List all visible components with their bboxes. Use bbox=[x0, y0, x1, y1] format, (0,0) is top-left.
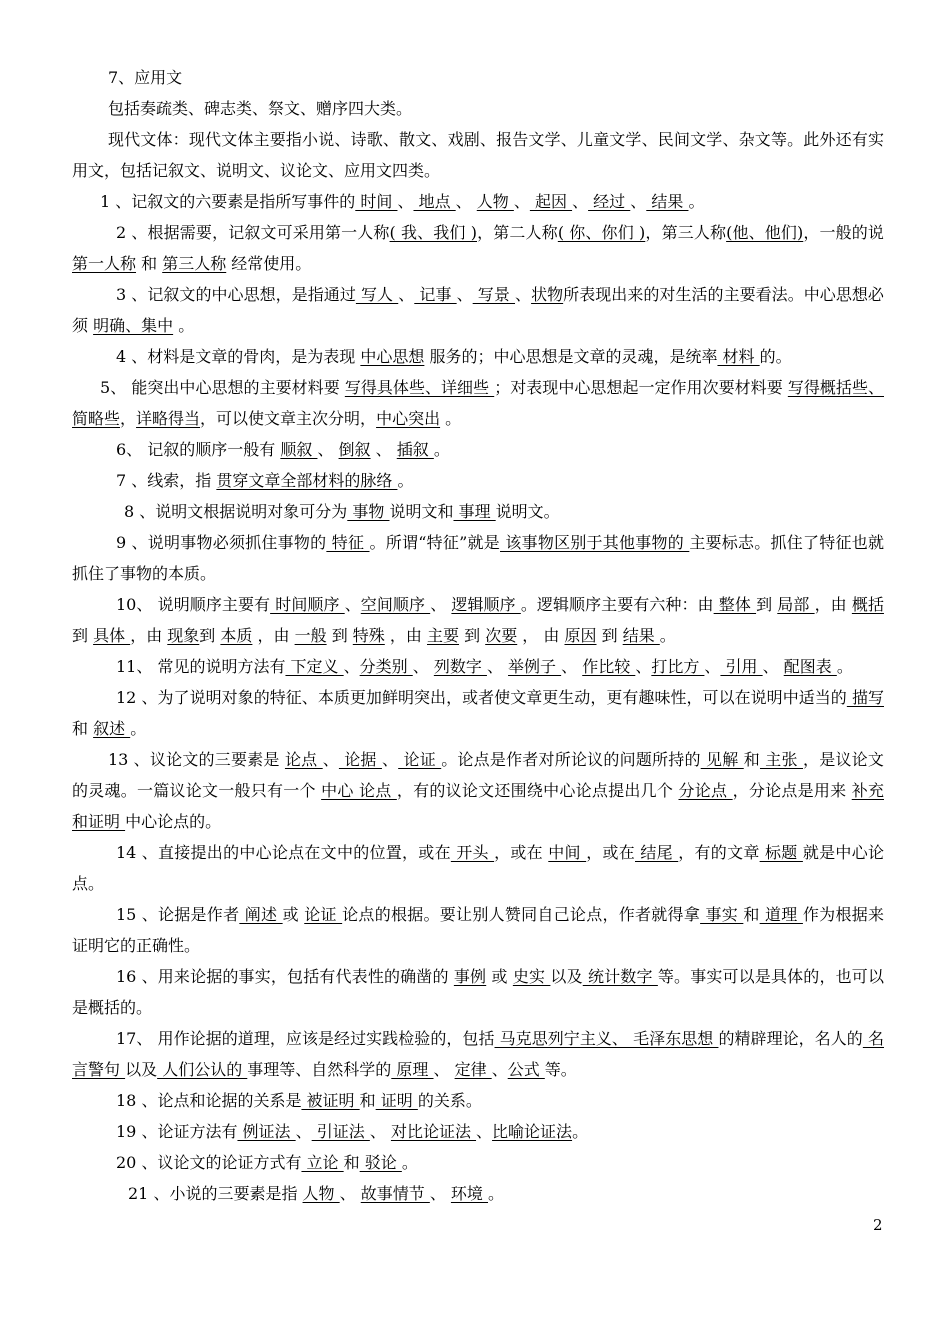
fill-in-answer: 结果 bbox=[622, 626, 660, 645]
text-run: 10、 说明顺序主要有 bbox=[116, 595, 271, 614]
text-run: 、 bbox=[295, 1122, 312, 1141]
text-run: 。逻辑顺序主要有六种：由 bbox=[520, 595, 714, 614]
text-run: 、 bbox=[572, 192, 589, 211]
text-run: 以及 bbox=[125, 1060, 158, 1079]
fill-in-answer: 写得具体些、详细些 bbox=[344, 378, 495, 397]
fill-in-answer: 分类别 bbox=[359, 657, 413, 676]
fill-in-answer: 主要 bbox=[427, 626, 460, 645]
fill-in-answer: 中间 bbox=[548, 843, 587, 862]
text-run: ， bbox=[120, 409, 137, 428]
text-run: 、 bbox=[513, 192, 530, 211]
text-run: 18 、论点和论据的关系是 bbox=[116, 1091, 302, 1110]
text-run: 就是中心论点。 bbox=[72, 843, 884, 893]
text-run: 9 、说明事物必须抓住事物的 bbox=[116, 533, 327, 552]
text-run: 1 、记叙文的六要素是指所写事件的 bbox=[100, 192, 356, 211]
paragraph bbox=[72, 341, 884, 372]
text-run: 、 bbox=[317, 440, 339, 459]
text-run: 6、 记叙的顺序一般有 bbox=[116, 440, 281, 459]
paragraph bbox=[72, 434, 884, 465]
fill-in-answer: 标题 bbox=[759, 843, 803, 862]
text-run: ，或在 bbox=[494, 843, 549, 862]
fill-in-answer: 名言警句 bbox=[72, 1029, 884, 1079]
text-run: 、 bbox=[635, 657, 652, 676]
text-run: 。 bbox=[688, 192, 705, 211]
text-run: 。 bbox=[433, 440, 450, 459]
text-run: ，由 bbox=[130, 626, 168, 645]
text-run: 的精辟理论，名人的 bbox=[718, 1029, 863, 1048]
text-run: 服务的；中心思想是文章的灵魂，是统率 bbox=[424, 347, 718, 366]
text-run: 14 、直接提出的中心论点在文中的位置，或在 bbox=[116, 843, 451, 862]
text-run: 17、 用作论据的道理，应该是经过实践检验的，包括 bbox=[116, 1029, 495, 1048]
text-run: 。 bbox=[836, 657, 853, 676]
text-run: 11、 常见的说明方法有 bbox=[116, 657, 286, 676]
paragraph bbox=[72, 1085, 884, 1116]
fill-in-answer: 人物 bbox=[476, 192, 514, 211]
text-run: 、 bbox=[370, 440, 397, 459]
paragraph bbox=[72, 186, 884, 217]
fill-in-answer: 倒叙 bbox=[338, 440, 371, 459]
fill-in-answer: 对比论证法 bbox=[390, 1122, 477, 1141]
fill-in-answer: 结果 bbox=[646, 192, 689, 211]
text-run: 到 bbox=[326, 626, 353, 645]
text-run: 。 bbox=[173, 316, 195, 335]
text-run: 、 bbox=[456, 285, 473, 304]
fill-in-answer: 该事物区别于其他事物的 bbox=[500, 533, 690, 552]
text-run: 和 bbox=[72, 719, 94, 738]
text-run: 。 bbox=[488, 1184, 505, 1203]
fill-in-answer: 明确、集中 bbox=[93, 316, 174, 335]
text-run: 、 bbox=[515, 285, 532, 304]
fill-in-answer: 写得概括些、简略些 bbox=[72, 378, 884, 428]
text-run: 和 bbox=[743, 905, 760, 924]
fill-in-answer: 公式 bbox=[507, 1060, 545, 1079]
text-run: 等。事实可以是具体的，也可以是概括的。 bbox=[72, 967, 884, 1017]
fill-in-answer: 局部 bbox=[777, 595, 815, 614]
text-run: ，由 bbox=[384, 626, 427, 645]
text-run: 主要标志。抓住了特征也就抓住了事物的本质。 bbox=[72, 533, 884, 583]
text-run: 到 bbox=[596, 626, 623, 645]
fill-in-answer: 原理 bbox=[391, 1060, 434, 1079]
fill-in-answer: 叙述 bbox=[93, 719, 131, 738]
text-run: 16 、用来论据的事实，包括有代表性的确凿的 bbox=[116, 967, 454, 986]
text-run: 作为根据来证明它的正确性。 bbox=[72, 905, 884, 955]
fill-in-answer: 事实 bbox=[700, 905, 744, 924]
fill-in-answer: ( 你、你们 ) bbox=[557, 223, 646, 242]
fill-in-answer: 顺叙 bbox=[280, 440, 318, 459]
fill-in-answer: 人物 bbox=[302, 1184, 340, 1203]
fill-in-answer: 原因 bbox=[564, 626, 597, 645]
text-run: ，可以使文章主次分明， bbox=[200, 409, 377, 428]
text-run: 。所谓“特征”就是 bbox=[369, 533, 501, 552]
paragraph bbox=[72, 62, 884, 93]
fill-in-answer: 事物 bbox=[347, 502, 390, 521]
fill-in-answer: 马克思列宁主义、 毛泽东思想 bbox=[494, 1029, 719, 1048]
text-run: 和 bbox=[359, 1091, 376, 1110]
fill-in-answer: 特征 bbox=[326, 533, 370, 552]
text-run: 到 bbox=[199, 626, 221, 645]
fill-in-answer: 整体 bbox=[713, 595, 757, 614]
text-run: 、 bbox=[343, 657, 360, 676]
text-run: 。 bbox=[440, 409, 462, 428]
fill-in-answer: 配图表 bbox=[783, 657, 837, 676]
fill-in-answer: 写景 bbox=[472, 285, 516, 304]
fill-in-answer: 见解 bbox=[700, 750, 744, 769]
text-run: 中心论点的。 bbox=[125, 812, 222, 831]
fill-in-answer: 分论点 bbox=[678, 781, 733, 800]
text-run: 到 bbox=[756, 595, 778, 614]
text-run: ，由 bbox=[814, 595, 852, 614]
fill-in-answer: 起因 bbox=[529, 192, 573, 211]
fill-in-answer: 驳论 bbox=[359, 1153, 402, 1172]
text-run: 。 bbox=[659, 626, 676, 645]
text-run: 3 、记叙文的中心思想，是指通过 bbox=[116, 285, 356, 304]
paragraph bbox=[72, 527, 884, 589]
fill-in-answer: 史实 bbox=[512, 967, 551, 986]
fill-in-answer: 插叙 bbox=[396, 440, 434, 459]
text-run: ，有的文章 bbox=[678, 843, 760, 862]
text-run: 包括奏疏类、碑志类、祭文、赠序四大类。 bbox=[108, 99, 413, 118]
fill-in-answer: 证明 bbox=[375, 1091, 418, 1110]
fill-in-answer: 第三人称 bbox=[162, 254, 227, 273]
fill-in-answer: 列数字 bbox=[433, 657, 487, 676]
text-run: 。 bbox=[130, 719, 147, 738]
paragraph bbox=[72, 279, 884, 341]
fill-in-answer: 一般 bbox=[294, 626, 327, 645]
fill-in-answer: 材料 bbox=[717, 347, 760, 366]
fill-in-answer: 第一人称 bbox=[72, 254, 137, 273]
paragraph bbox=[72, 124, 884, 186]
text-run: 13 、议论文的三要素是 bbox=[108, 750, 285, 769]
paragraph bbox=[72, 899, 884, 961]
text-run: 和 bbox=[743, 750, 760, 769]
fill-in-answer: 描写 bbox=[846, 688, 884, 707]
text-run: ， 由 bbox=[517, 626, 565, 645]
fill-in-answer: 论点 bbox=[284, 750, 323, 769]
fill-in-answer: 事理 bbox=[453, 502, 496, 521]
text-run: 、 bbox=[486, 657, 509, 676]
text-run: 或 bbox=[282, 905, 305, 924]
text-run: 所表现出来的对生活的主要看法。中心思想必须 bbox=[72, 285, 884, 335]
fill-in-answer: 环境 bbox=[450, 1184, 489, 1203]
paragraph bbox=[72, 1147, 884, 1178]
text-run: 、 bbox=[397, 192, 414, 211]
paragraph bbox=[72, 961, 884, 1023]
fill-in-answer: 空间顺序 bbox=[360, 595, 431, 614]
paragraph bbox=[72, 496, 884, 527]
fill-in-answer: 立论 bbox=[301, 1153, 344, 1172]
text-run: 、 bbox=[433, 1060, 455, 1079]
fill-in-answer: 人们公认的 bbox=[157, 1060, 248, 1079]
text-run: ，分论点是用来 bbox=[732, 781, 852, 800]
paragraph bbox=[72, 1178, 884, 1209]
paragraph bbox=[72, 682, 884, 744]
fill-in-answer: 中心 论点 bbox=[321, 781, 397, 800]
text-run: ；对表现中心思想起一定作用次要材料要 bbox=[494, 378, 788, 397]
fill-in-answer: 经过 bbox=[588, 192, 631, 211]
paragraph bbox=[72, 217, 884, 279]
text-run: 、 bbox=[630, 192, 647, 211]
text-run: 的。 bbox=[759, 347, 792, 366]
fill-in-answer: 统计数字 bbox=[582, 967, 658, 986]
fill-in-answer: 引用 bbox=[720, 657, 763, 676]
text-run: 。 bbox=[397, 471, 414, 490]
text-run: 说明文。 bbox=[495, 502, 560, 521]
paragraph bbox=[72, 589, 884, 651]
fill-in-answer: 写人 bbox=[355, 285, 399, 304]
fill-in-answer: 故事情节 bbox=[360, 1184, 430, 1203]
text-run: 、 bbox=[762, 657, 784, 676]
fill-in-answer: 论证 bbox=[304, 905, 343, 924]
text-run: 19 、论证方法有 bbox=[116, 1122, 238, 1141]
text-run: 5、 能突出中心思想的主要材料要 bbox=[100, 378, 345, 397]
text-run: 以及 bbox=[550, 967, 583, 986]
paragraph bbox=[72, 1116, 884, 1147]
text-run: 21 、小说的三要素是指 bbox=[128, 1184, 303, 1203]
fill-in-answer: 主张 bbox=[759, 750, 804, 769]
text-run: ，一般的说 bbox=[803, 223, 884, 242]
fill-in-answer: 现象 bbox=[167, 626, 200, 645]
text-run: 、 bbox=[339, 1184, 361, 1203]
text-run: 。 bbox=[401, 1153, 418, 1172]
paragraph bbox=[72, 372, 884, 434]
text-run: 到 bbox=[459, 626, 486, 645]
paragraph bbox=[72, 837, 884, 899]
paragraph bbox=[72, 1023, 884, 1085]
fill-in-answer: 举例子 bbox=[508, 657, 562, 676]
text-run: 、 bbox=[476, 1122, 493, 1141]
fill-in-answer: 例证法 bbox=[237, 1122, 296, 1141]
text-run: 事理等、自然科学的 bbox=[247, 1060, 392, 1079]
fill-in-answer: 中心思想 bbox=[360, 347, 425, 366]
text-run: 、 bbox=[455, 192, 477, 211]
fill-in-answer: 比喻论证法 bbox=[492, 1122, 573, 1141]
text-run: 等。 bbox=[544, 1060, 577, 1079]
text-run: 15 、论据是作者 bbox=[116, 905, 240, 924]
fill-in-answer: ( 我、我们 ) bbox=[389, 223, 478, 242]
text-run: 4 、材料是文章的骨肉，是为表现 bbox=[116, 347, 361, 366]
fill-in-answer: 引证法 bbox=[311, 1122, 370, 1141]
text-run: 、 bbox=[491, 1060, 508, 1079]
document-body bbox=[72, 62, 884, 1209]
text-run: 的关系。 bbox=[417, 1091, 482, 1110]
fill-in-answer: 次要 bbox=[485, 626, 518, 645]
fill-in-answer: 打比方 bbox=[651, 657, 705, 676]
text-run: 。 bbox=[572, 1122, 589, 1141]
text-run: 20 、议论文的论证方式有 bbox=[116, 1153, 302, 1172]
text-run: 、 bbox=[344, 595, 361, 614]
fill-in-answer: 状物 bbox=[531, 285, 564, 304]
fill-in-answer: 结尾 bbox=[635, 843, 679, 862]
text-run: 7 、线索，指 bbox=[116, 471, 217, 490]
fill-in-answer: 阐述 bbox=[239, 905, 283, 924]
text-run: 8 、说明文根据说明对象可分为 bbox=[124, 502, 348, 521]
text-run: 和 bbox=[136, 254, 163, 273]
text-run: ，或在 bbox=[586, 843, 635, 862]
text-run: 说明文和 bbox=[389, 502, 454, 521]
text-run: 。论点是作者对所论议的问题所持的 bbox=[441, 750, 701, 769]
fill-in-answer: 时间顺序 bbox=[270, 595, 345, 614]
fill-in-answer: 具体 bbox=[93, 626, 131, 645]
text-run: ，有的议论文还围绕中心论点提出几个 bbox=[396, 781, 679, 800]
text-run: 、 bbox=[704, 657, 721, 676]
text-run: 、 bbox=[369, 1122, 391, 1141]
text-run: 、 bbox=[429, 1184, 451, 1203]
fill-in-answer: 论据 bbox=[338, 750, 382, 769]
paragraph bbox=[72, 744, 884, 837]
fill-in-answer: 本质 bbox=[220, 626, 253, 645]
text-run: ，是议论文的灵魂。一篇议论文一般只有一个 bbox=[72, 750, 884, 800]
text-run: 或 bbox=[486, 967, 513, 986]
text-run: 、 bbox=[322, 750, 339, 769]
fill-in-answer: 开头 bbox=[450, 843, 495, 862]
fill-in-answer: 作比较 bbox=[582, 657, 636, 676]
fill-in-answer: 地点 bbox=[413, 192, 456, 211]
fill-in-answer: 特殊 bbox=[352, 626, 385, 645]
fill-in-answer: 定律 bbox=[454, 1060, 492, 1079]
text-run: ，第二人称 bbox=[477, 223, 558, 242]
text-run: 论点的根据。要让别人赞同自己论点，作者就得拿 bbox=[342, 905, 701, 924]
fill-in-answer: 时间 bbox=[355, 192, 398, 211]
text-run: 和 bbox=[343, 1153, 360, 1172]
paragraph bbox=[72, 651, 884, 682]
text-run: 、 bbox=[430, 595, 452, 614]
text-run: ，第三人称 bbox=[645, 223, 727, 242]
fill-in-answer: 中心突出 bbox=[376, 409, 441, 428]
fill-in-answer: 概括 bbox=[851, 595, 884, 614]
fill-in-answer: 被证明 bbox=[301, 1091, 360, 1110]
fill-in-answer: 下定义 bbox=[285, 657, 344, 676]
fill-in-answer: (他、他们) bbox=[726, 223, 804, 242]
text-run: 、 bbox=[561, 657, 583, 676]
text-run: ，由 bbox=[252, 626, 295, 645]
fill-in-answer: 论证 bbox=[398, 750, 442, 769]
text-run: 到 bbox=[72, 626, 94, 645]
text-run: 、 bbox=[398, 285, 415, 304]
paragraph bbox=[72, 93, 884, 124]
page-number: 2 bbox=[873, 1216, 883, 1234]
text-run: 7、应用文 bbox=[108, 68, 183, 87]
text-run: 现代文体：现代文体主要指小说、诗歌、散文、戏剧、报告文学、儿童文学、民间文学、杂文等。此外还有实用文，包括记叙文、说明文、议论文、应用文四类。 bbox=[72, 130, 884, 180]
text-run: 2 、根据需要，记叙文可采用第一人称 bbox=[116, 223, 390, 242]
text-run: 经常使用。 bbox=[226, 254, 312, 273]
fill-in-answer: 详略得当 bbox=[136, 409, 201, 428]
text-run: 、 bbox=[381, 750, 399, 769]
fill-in-answer: 补充和证明 bbox=[72, 781, 884, 831]
fill-in-answer: 记事 bbox=[414, 285, 457, 304]
text-run: 、 bbox=[412, 657, 434, 676]
paragraph bbox=[72, 465, 884, 496]
text-run: 12 、为了说明对象的特征、本质更加鲜明突出，或者使文章更生动，更有趣味性，可以在说明中适当的 bbox=[116, 688, 847, 707]
fill-in-answer: 事例 bbox=[453, 967, 487, 986]
fill-in-answer: 贯穿文章全部材料的脉络 bbox=[216, 471, 398, 490]
fill-in-answer: 道理 bbox=[759, 905, 803, 924]
fill-in-answer: 逻辑顺序 bbox=[451, 595, 521, 614]
